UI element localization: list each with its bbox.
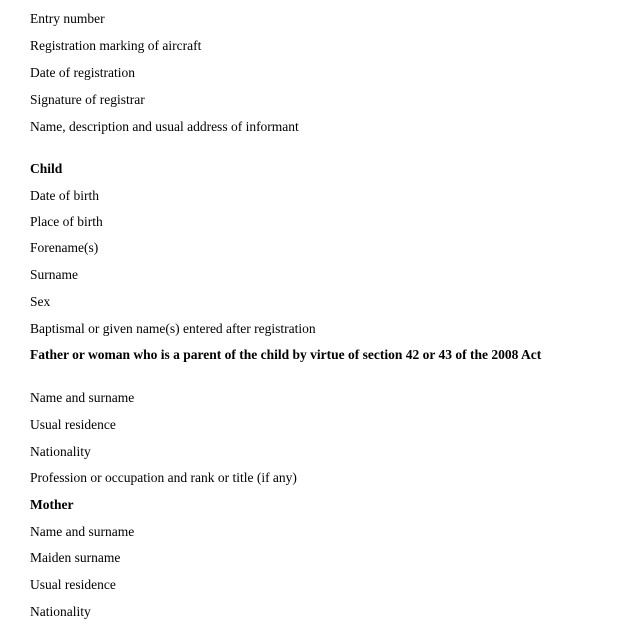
child-section-heading: Child (30, 161, 63, 176)
mother-usual-residence-label: Usual residence (30, 577, 116, 592)
mother-nationality-label: Nationality (30, 604, 91, 619)
mother-maiden-surname-label: Maiden surname (30, 550, 121, 565)
signature-of-registrar-label: Signature of registrar (30, 92, 145, 107)
child-forenames-label: Forename(s) (30, 240, 99, 255)
child-baptismal-name-label: Baptismal or given name(s) entered after registration (30, 321, 316, 336)
father-name-label: Name and surname (30, 390, 135, 405)
father-usual-residence-label: Usual residence (30, 417, 116, 432)
mother-name-label: Name and surname (30, 524, 135, 539)
registration-marking-label: Registration marking of aircraft (30, 38, 202, 53)
father-profession-label: Profession or occupation and rank or title (if any) (30, 470, 297, 485)
date-of-registration-label: Date of registration (30, 65, 135, 80)
child-place-of-birth-label: Place of birth (30, 214, 103, 229)
father-nationality-label: Nationality (30, 444, 91, 459)
father-section-heading: Father or woman who is a parent of the child by virtue of section 42 or 43 of the 2008 Act (30, 347, 542, 362)
child-sex-label: Sex (30, 294, 51, 309)
child-surname-label: Surname (30, 267, 78, 282)
child-date-of-birth-label: Date of birth (30, 188, 99, 203)
entry-number-label: Entry number (30, 11, 105, 26)
informant-label: Name, description and usual address of informant (30, 119, 299, 134)
mother-section-heading: Mother (30, 497, 74, 512)
